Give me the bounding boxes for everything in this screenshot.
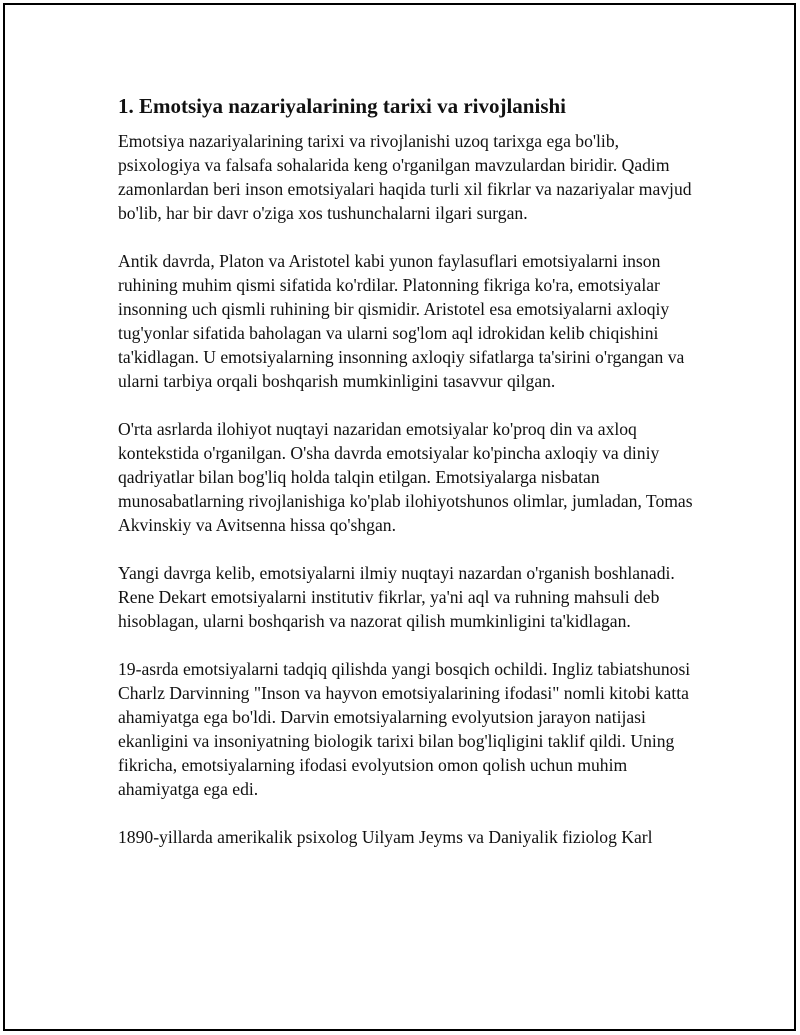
paragraph-1890s: 1890-yillarda amerikalik psixolog Uilyam Jeyms va Daniyalik fiziolog Karl (118, 827, 653, 847)
paragraph-modern-era: Yangi davrga kelib, emotsiyalarni ilmiy nuqtayi nazardan o'rganish boshlanadi. Rene Dekart emotsiyalarni institutiv fikrlar, ya'ni aql va ruhning mahsuli deb hisoblagan, ularni boshqarish va nazorat qilish mumkinligini ta'kidlagan. (118, 563, 675, 631)
document-body (118, 93, 698, 873)
paragraph-intro: Emotsiya nazariyalarining tarixi va rivojlanishi uzoq tarixga ega bo'lib, psixologiya va falsafa sohalarida keng o'rganilgan mavzulardan biridir. Qadim zamonlardan beri inson emotsiyalari haqida turli xil fikrlar va nazariyalar mavjud bo'lib, har bir davr o'ziga xos tushunchalarni ilgari surgan. (118, 131, 692, 223)
paragraph-19th-century: 19-asrda emotsiyalarni tadqiq qilishda yangi bosqich ochildi. Ingliz tabiatshunosi Charlz Darvinning "Inson va hayvon emotsiyalarining ifodasi" nomli kitobi katta ahamiyatga ega bo'ldi. Darvin emotsiyalarning evolyutsion jarayon natijasi ekanligini va insoniyatning biologik tarixi bilan bog'liqligini taklif qildi. Uning fikricha, emotsiyalarning ifodasi evolyutsion omon qolish uchun muhim ahamiyatga ega edi. (118, 659, 691, 799)
paragraph-antiquity: Antik davrda, Platon va Aristotel kabi yunon faylasuflari emotsiyalarni inson ruhining muhim qismi sifatida ko'rdilar. Platonning fikriga ko'ra, emotsiyalar insonning uch qismli ruhining bir qismidir. Aristotel esa emotsiyalarni axloqiy tug'yonlar sifatida baholagan va ularni sog'lom aql idrokidan kelib chiqishini ta'kidlagan. U emotsiyalarning insonning axloqiy sifatlarga ta'sirini o'rgangan va ularni tarbiya orqali boshqarish mumkinligini tasavvur qilgan. (118, 251, 685, 391)
section-heading: 1. Emotsiya nazariyalarining tarixi va rivojlanishi (118, 94, 567, 118)
paragraph-middle-ages: O'rta asrlarda ilohiyot nuqtayi nazaridan emotsiyalar ko'proq din va axloq kontekstida o'rganilgan. O'sha davrda emotsiyalar ko'pincha axloqiy va diniy qadriyatlar bilan bog'liq holda talqin etilgan. Emotsiyalarga nisbatan munosabatlarning rivojlanishiga ko'plab ilohiyotshunos olimlar, jumladan, Tomas Akvinskiy va Avitsenna hissa qo'shgan. (118, 419, 693, 535)
